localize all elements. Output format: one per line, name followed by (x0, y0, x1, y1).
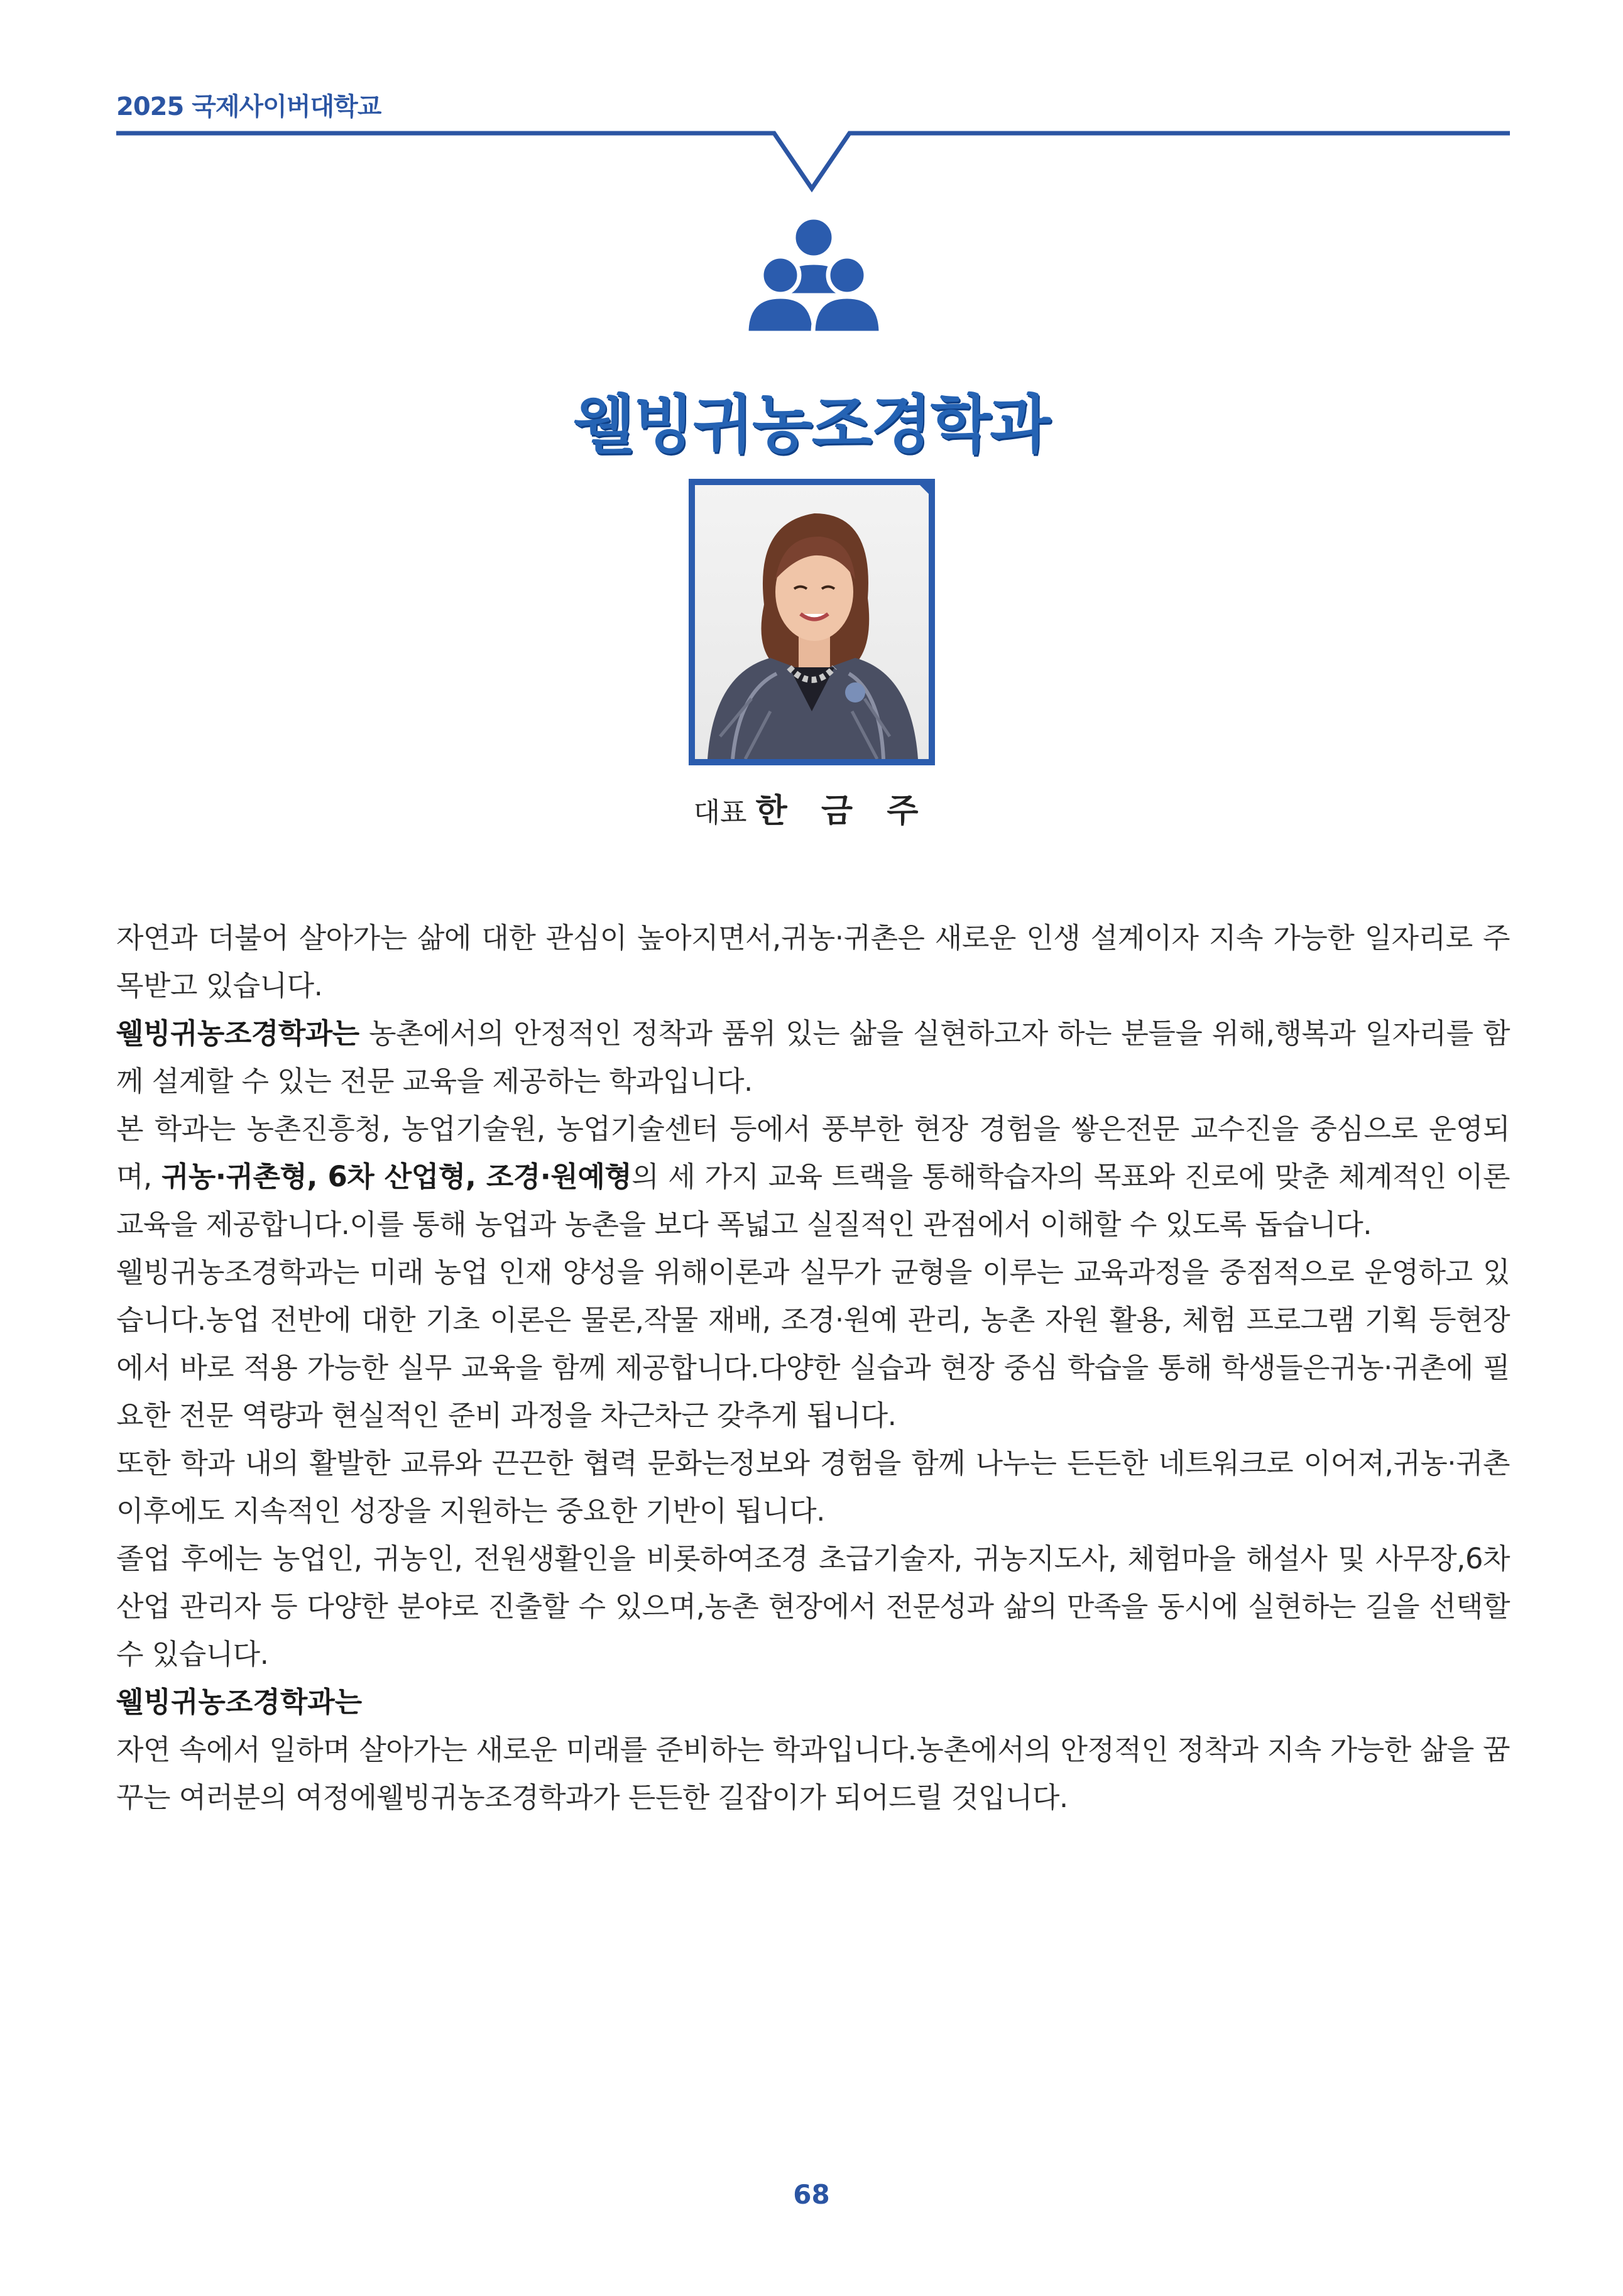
paragraph-tracks (116, 1105, 1510, 1249)
page-number: 68 (793, 2179, 830, 2210)
paragraph-tracks-start: 본 학과는 농촌진흥청, 농업기술원, 농업기술센터 등에서 풍부한 현장 경험을 쌓은전문 교수진을 중심으로 운영되며, (116, 1112, 1510, 1193)
representative-name: 한 금 주 (755, 792, 930, 830)
paragraph-purpose-text: 농촌에서의 안정적인 정착과 품위 있는 삶을 실현하고자 하는 분들을 위해,행복과 일자리를 함께 설계할 수 있는 전문 교육을 제공하는 학과입니다. (116, 1017, 1510, 1098)
representative-photo-frame (689, 479, 935, 765)
paragraph-intro: 자연과 더불어 살아가는 삶에 대한 관심이 높아지면서,귀농·귀촌은 새로운 인생 설계이자 지속 가능한 일자리로 주목받고 있습니다. (116, 921, 1510, 1002)
paragraph-tracks-bold: 귀농·귀촌형, 6차 산업형, 조경·원예형 (161, 1160, 632, 1193)
header-divider (0, 126, 1623, 201)
department-title: 웰빙귀농조경학과 (574, 388, 1049, 461)
representative-label: 대표 (693, 797, 747, 829)
paragraph-purpose-bold: 웰빙귀농조경학과는 (116, 1017, 359, 1050)
representative-caption (0, 784, 1623, 831)
photo-corner-accent (914, 479, 935, 500)
header-title: 2025 국제사이버대학교 (116, 92, 381, 121)
paragraph-curriculum: 웰빙귀농조경학과는 미래 농업 인재 양성을 위해이론과 실무가 균형을 이루는 교육과정을 중점적으로 운영하고 있습니다.농업 전반에 대한 기초 이론은 물론,작물 재배, 조경·원예 관리, 농촌 자원 활용, 체험 프로그램 기획 등현장에서 바로 적용 가능한 실무 교육을 함께 제공합니다.다양한 실습과 현장 중심 학습을 통해 학생들은귀농·귀촌에 필요한 전문 역량과 현실적인 준비 과정을 차근차근 갖추게 됩니다. (116, 1255, 1510, 1432)
closing-heading: 웰빙귀농조경학과는 (116, 1685, 363, 1719)
paragraph-closing: 자연 속에서 일하며 살아가는 새로운 미래를 준비하는 학과입니다.농촌에서의 안정적인 정착과 지속 가능한 삶을 꿈꾸는 여러분의 여정에웰빙귀농조경학과가 든든한 길잡이가 되어드릴 것입니다. (116, 1733, 1510, 1814)
portrait-illustration (695, 485, 929, 759)
paragraph-tracks-rest: 의 세 가지 교육 트랙을 통해학습자의 목표와 진로에 맞춘 체계적인 이론 교육을 제공합니다.이를 통해 농업과 농촌을 보다 폭넓고 실질적인 관점에서 이해할 수 있도록 돕습니다. (116, 1160, 1510, 1241)
people-group-icon (741, 214, 886, 336)
paragraph-careers: 졸업 후에는 농업인, 귀농인, 전원생활인을 비롯하여조경 초급기술자, 귀농지도사, 체험마을 해설사 및 사무장,6차 산업 관리자 등 다양한 분야로 진출할 수 있으며,농촌 현장에서 전문성과 삶의 만족을 동시에 실현하는 길을 선택할 수 있습니다. (116, 1542, 1510, 1671)
representative-photo (695, 485, 929, 759)
department-description (116, 914, 1510, 1822)
paragraph-purpose (116, 1010, 1510, 1105)
paragraph-community: 또한 학과 내의 활발한 교류와 끈끈한 협력 문화는정보와 경험을 함께 나누는 든든한 네트워크로 이어져,귀농·귀촌 이후에도 지속적인 성장을 지원하는 중요한 기반이 됩니다. (116, 1446, 1510, 1528)
